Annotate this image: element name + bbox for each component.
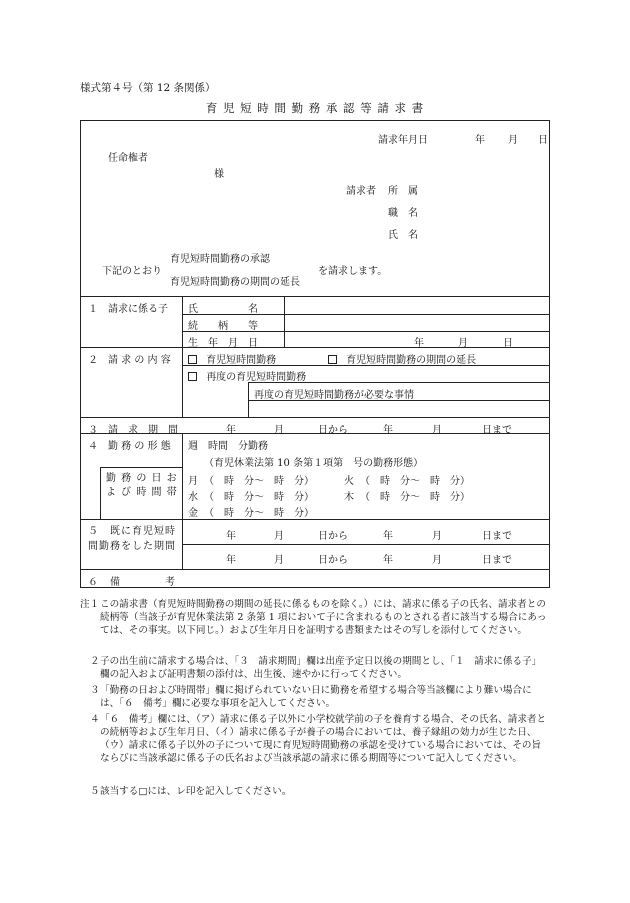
option-a-row bbox=[188, 351, 276, 366]
day-tue: 火 bbox=[344, 476, 354, 487]
note-3 bbox=[80, 684, 550, 712]
day-fri: 金 bbox=[188, 508, 198, 519]
prior-1-to-month: 月 bbox=[432, 531, 442, 542]
prior-2-from-month: 月 bbox=[274, 555, 284, 566]
days-hours-label: 勤 務 の 日 お よ び 時 間 帯 bbox=[106, 473, 178, 498]
section5-label: ５ 既に育児短時間勤務をした期間 bbox=[88, 526, 176, 552]
position-label: 職 名 bbox=[388, 208, 418, 219]
note-1-number: 注１ bbox=[80, 599, 100, 610]
name-label: 氏 名 bbox=[388, 230, 418, 241]
prior-1-to-day: 日まで bbox=[482, 531, 512, 542]
time-tue: （ 時 分～ 時 分） bbox=[360, 476, 470, 487]
period-to-month: 月 bbox=[432, 425, 442, 436]
section1-label: １ 請求に係る子 bbox=[88, 304, 168, 315]
note-2-number: ２ bbox=[90, 656, 100, 667]
request-date-day: 日 bbox=[538, 135, 548, 146]
note-1-text: この請求書（育児短時間勤務の期間の延長に係るものを除く。）には、請求に係る子の氏名、請求者との続柄等（当該子が育児休業法第 2 条第 1 項において子に含まれるものとされる者に該当する場合にあっては、その事実。以下同じ。）および生年月日を証明する書類またはその写しを添付してください。 bbox=[100, 599, 547, 636]
prior-1-from-year: 年 bbox=[226, 531, 236, 542]
reason-label: 再度の育児短時間勤務が必要な事情 bbox=[254, 390, 414, 401]
birth-month: 月 bbox=[458, 338, 468, 349]
law-note: （育児休業法第 10 条第１項第 号の勤務形態） bbox=[204, 458, 424, 469]
prior-2-to-year: 年 bbox=[383, 555, 393, 566]
time-thu: （ 時 分～ 時 分） bbox=[360, 492, 470, 503]
time-mon: （ 時 分～ 時 分） bbox=[204, 476, 314, 487]
option-b-row bbox=[328, 351, 476, 366]
child-relation-label: 続 柄 等 bbox=[188, 321, 258, 332]
day-wed: 水 bbox=[188, 492, 198, 503]
section2-label: ２ 請 求 の 内 容 bbox=[88, 355, 171, 366]
note-4-text: 「６ 備考」欄には、（ア）請求に係る子以外に小学校就学前の子を養育する場合、その氏名、請求者との続柄等および生年月日、（イ）請求に係る子が養子の場合においては、養子縁組の効力が生じた日、（ウ）請求に係る子以外の子について現に育児短時間勤務の承認を受けている場合においては、その旨ならびに当該承認に係る子の氏名および当該承認の請求に係る期間等について記入してください。 bbox=[100, 714, 547, 764]
time-wed: （ 時 分～ 時 分） bbox=[204, 492, 314, 503]
period-to-year: 年 bbox=[383, 425, 393, 436]
note-2 bbox=[80, 655, 550, 683]
affiliation-label: 所 属 bbox=[388, 186, 418, 197]
prior-1-to-year: 年 bbox=[383, 531, 393, 542]
requester-label: 請求者 bbox=[346, 186, 376, 197]
period-from-year: 年 bbox=[226, 425, 236, 436]
form-number: 様式第４号（第 12 条関係） bbox=[80, 82, 216, 94]
period-from-month: 月 bbox=[274, 425, 284, 436]
prior-2-to-month: 月 bbox=[432, 555, 442, 566]
note-5-text: 該当する□には、レ印を記入してください。 bbox=[100, 786, 292, 797]
note-1 bbox=[80, 598, 550, 654]
prior-1-from-day: 日から bbox=[318, 531, 348, 542]
note-3-number: ３ bbox=[90, 685, 100, 696]
note-5 bbox=[80, 785, 550, 799]
request-date-year: 年 bbox=[475, 135, 485, 146]
request-suffix: を請求します。 bbox=[318, 266, 388, 277]
note-5-number: ５ bbox=[90, 786, 100, 797]
prior-1-from-month: 月 bbox=[274, 531, 284, 542]
prior-2-from-year: 年 bbox=[226, 555, 236, 566]
section3-label: ３ 請 求 期 間 bbox=[88, 425, 178, 436]
prior-2-to-day: 日まで bbox=[482, 555, 512, 566]
request-date-month: 月 bbox=[508, 135, 518, 146]
period-from-day: 日から bbox=[318, 425, 348, 436]
child-birth-label: 生 年 月 日 bbox=[188, 338, 258, 349]
request-date-label: 請求年月日 bbox=[378, 135, 428, 146]
option-a-checkbox[interactable] bbox=[188, 355, 197, 364]
period-to-day: 日まで bbox=[482, 425, 512, 436]
as-follows-text: 下記のとおり bbox=[102, 266, 162, 277]
section4-label: ４ 勤 務 の 形 態 bbox=[88, 441, 171, 452]
option-a-label: 育児短時間勤務 bbox=[206, 355, 277, 366]
appointer-label: 任命権者 bbox=[108, 153, 148, 164]
option-approval: 育児短時間勤務の承認 bbox=[170, 254, 270, 265]
section6-label: ６ 備 考 bbox=[88, 577, 176, 588]
option-b-checkbox[interactable] bbox=[328, 355, 337, 364]
option-b-label: 育児短時間勤務の期間の延長 bbox=[346, 355, 477, 366]
option-c-label: 再度の育児短時間勤務 bbox=[206, 372, 307, 383]
option-extension: 育児短時間勤務の期間の延長 bbox=[170, 277, 300, 288]
weekly-hours: 週 時間 分勤務 bbox=[188, 441, 268, 452]
prior-2-from-day: 日から bbox=[318, 555, 348, 566]
day-mon: 月 bbox=[188, 476, 198, 487]
child-name-label: 氏 名 bbox=[188, 304, 258, 315]
birth-year: 年 bbox=[414, 338, 424, 349]
birth-day: 日 bbox=[503, 338, 513, 349]
note-4 bbox=[80, 713, 550, 783]
note-3-text: 「勤務の日および時間帯」欄に掲げられていない日に勤務を希望する場合等当該欄により難い場合には、「６ 備考」欄に必要な事項を記入してください。 bbox=[100, 685, 532, 709]
option-c-checkbox[interactable] bbox=[188, 372, 197, 381]
time-fri: （ 時 分～ 時 分） bbox=[204, 508, 314, 519]
day-thu: 木 bbox=[344, 492, 354, 503]
note-4-number: ４ bbox=[90, 714, 100, 725]
sama-label: 様 bbox=[214, 169, 224, 180]
option-c-row bbox=[188, 368, 306, 383]
note-2-text: 子の出生前に請求する場合は、「３ 請求期間」欄は出産予定日以後の期間とし、「１ 請求に係る子」欄の記入および証明書類の添付は、出生後、速やかに行ってください。 bbox=[100, 656, 542, 680]
form-title: 育 児 短 時 間 勤 務 承 認 等 請 求 書 bbox=[205, 101, 425, 115]
